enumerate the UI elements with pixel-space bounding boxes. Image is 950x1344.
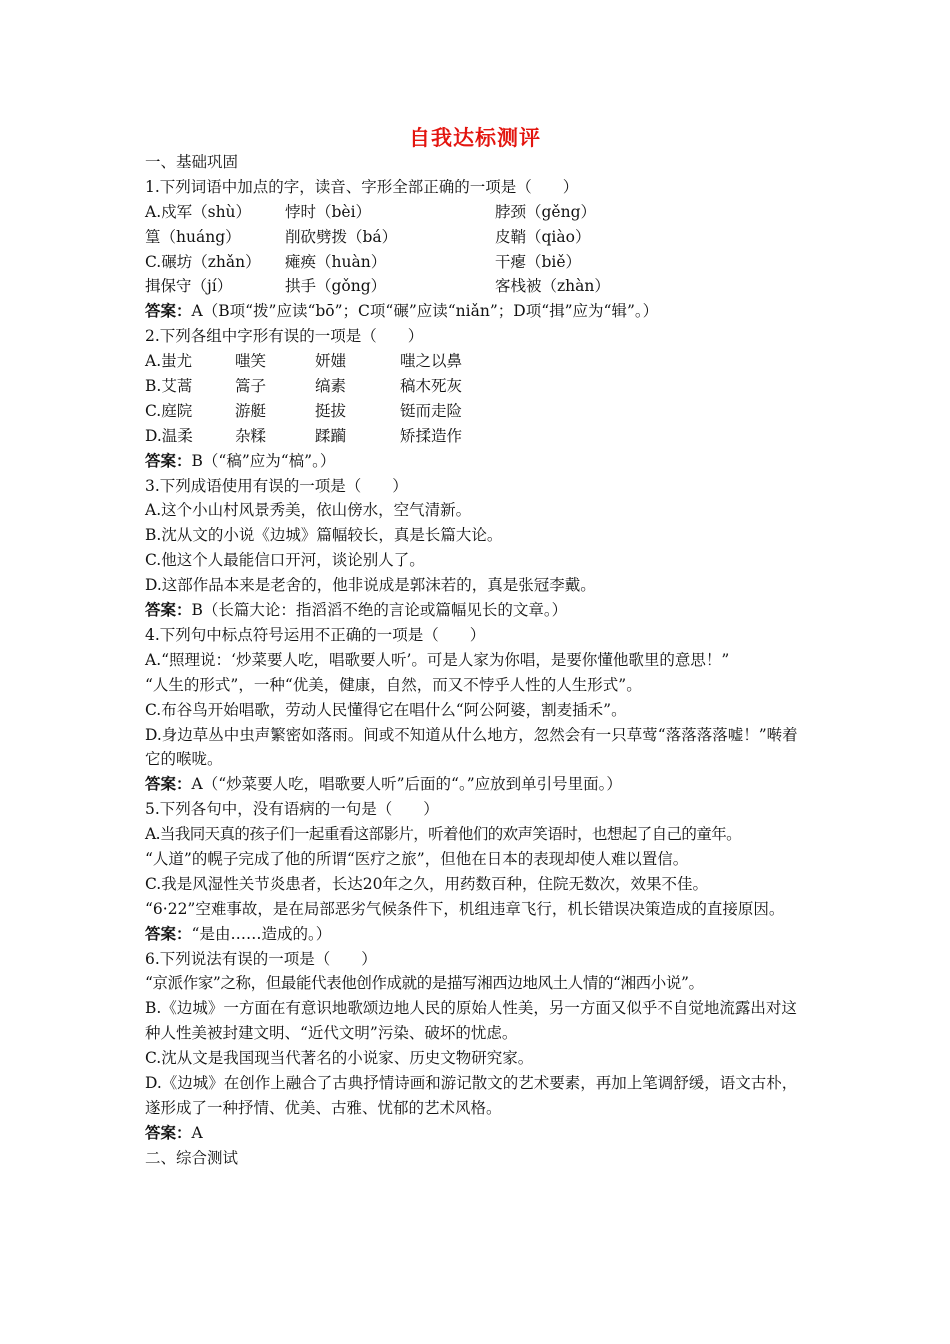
option-item: 拱手（gǒng）: [285, 277, 387, 296]
question-4-answer: [145, 772, 810, 797]
option-word: 蹂躏: [315, 426, 347, 445]
option-item: 揖保守（jí）: [145, 277, 233, 296]
option-word: 妍媸: [315, 352, 347, 371]
option-word: 嗤之以鼻: [400, 352, 463, 371]
option-word: 游艇: [235, 401, 267, 420]
question-4-option-d: D.身边草丛中虫声繁密如落雨。间或不知道从什么地方，忽然会有一只草莺“落落落落嘘！”啭着它的喉咙。: [145, 725, 798, 769]
answer-label: 答案：: [145, 302, 192, 321]
question-2-option-row: [145, 399, 810, 424]
answer-text: A: [191, 1123, 203, 1142]
option-word: 杂糅: [235, 426, 267, 445]
question-1-option-row: [145, 225, 810, 250]
question-6-stem: 6.下列说法有误的一项是（ ）: [145, 949, 377, 968]
question-2-option-row: [145, 349, 810, 374]
option-item: 悖时（bèi）: [285, 202, 372, 221]
option-item: 篁（huáng）: [145, 227, 241, 246]
question-5-option-a: A.当我同天真的孩子们一起重看这部影片，听着他们的欢声笑语时，也想起了自己的童年。: [145, 825, 742, 844]
question-4-option-a: A.“照理说：‘炒菜要人吃，唱歌要人听’。可是人家为你唱，是要你懂他歌里的意思！”: [145, 650, 730, 669]
question-3-answer: [145, 598, 810, 623]
option-item: 削砍劈拨（bá）: [285, 227, 398, 246]
question-1-option-row: [145, 250, 810, 275]
section-heading: 一、基础巩固: [145, 153, 239, 171]
option-item: 客栈被（zhàn）: [495, 277, 610, 296]
question-1-option-row: [145, 200, 810, 225]
option-item: 脖颈（gěng）: [495, 202, 597, 221]
question-2-option-row: [145, 424, 810, 449]
question-6-option-d: D.《边城》在创作上融合了古典抒情诗画和游记散文的艺术要素，再加上笔调舒缓，语文古朴，遂形成了一种抒情、优美、古雅、忧郁的艺术风格。: [145, 1074, 798, 1117]
option-word: 缟素: [315, 377, 347, 396]
question-6-option-a: “京派作家”之称，但最能代表他创作成就的是描写湘西边地风土人情的“湘西小说”。: [145, 974, 704, 993]
question-5-option-b: “人道”的幌子完成了他的所谓“医疗之旅”，但他在日本的表现却使人难以置信。: [145, 849, 689, 868]
question-5-answer: [145, 922, 810, 947]
question-3-option-a: A.这个小山村风景秀美，依山傍水，空气清新。: [145, 501, 472, 520]
section-heading: 二、综合测试: [145, 1148, 239, 1167]
question-6-answer: [145, 1121, 810, 1146]
option-word: C.庭院: [145, 401, 193, 420]
question-2-stem: 2.下列各组中字形有误的一项是（ ）: [145, 327, 424, 346]
option-word: 矫揉造作: [400, 426, 463, 445]
question-1-answer: [145, 299, 810, 324]
option-item: C.碾坊（zhǎn）: [145, 252, 261, 271]
question-4-option-c: C.布谷鸟开始唱歌，劳动人民懂得它在唱什么“阿公阿婆，割麦插禾”。: [145, 700, 627, 719]
question-5-stem: 5.下列各句中，没有语病的一句是（ ）: [145, 800, 439, 819]
option-word: 挺拔: [315, 401, 347, 420]
question-6-option-c: C.沈从文是我国现当代著名的小说家、历史文物研究家。: [145, 1049, 534, 1068]
answer-label: 答案：: [145, 451, 192, 470]
answer-label: 答案：: [145, 601, 192, 620]
option-word: 稿木死灰: [400, 377, 463, 396]
option-word: 铤而走险: [400, 401, 463, 420]
option-word: D.温柔: [145, 426, 193, 445]
answer-label: 答案：: [145, 775, 192, 794]
page-title: 自我达标测评: [409, 126, 541, 150]
question-2-option-row: [145, 374, 810, 399]
question-4-option-b: “人生的形式”，一种“优美，健康，自然，而又不悖乎人性的人生形式”。: [145, 675, 642, 694]
answer-label: 答案：: [145, 924, 192, 943]
answer-text: A（“炒菜要人吃，唱歌要人听”后面的“。”应放到单引号里面。）: [191, 775, 622, 794]
option-word: 嗤笑: [235, 352, 267, 371]
question-3-stem: 3.下列成语使用有误的一项是（ ）: [145, 476, 408, 495]
question-3-option-b: B.沈从文的小说《边城》篇幅较长，真是长篇大论。: [145, 526, 503, 545]
option-word: 篙子: [235, 377, 267, 396]
question-6-option-b: B.《边城》一方面在有意识地歌颂边地人民的原始人性美，另一方面又似乎不自觉地流露出对这种人性美被封建文明、“近代文明”污染、破坏的忧虑。: [145, 999, 797, 1043]
question-4-stem: 4.下列句中标点符号运用不正确的一项是（ ）: [145, 625, 486, 644]
option-word: A.蚩尤: [145, 352, 193, 371]
document-body: [145, 150, 810, 1171]
question-2-answer: [145, 449, 810, 474]
option-item: A.戍军（shù）: [145, 202, 252, 221]
answer-label: 答案：: [145, 1123, 192, 1142]
option-item: 瘫痪（huàn）: [285, 252, 387, 271]
question-5-option-c: C.我是风湿性关节炎患者，长达20年之久，用药数百种，住院无数次，效果不佳。: [145, 874, 708, 893]
answer-text: B（长篇大论：指滔滔不绝的言论或篇幅见长的文章。）: [191, 601, 568, 620]
option-word: B.艾蒿: [145, 377, 193, 396]
answer-text: B（“稿”应为“槁”。）: [191, 451, 336, 470]
option-item: 干瘪（biě）: [495, 252, 582, 271]
option-item: 皮鞘（qiào）: [495, 227, 591, 246]
question-3-option-c: C.他这个人最能信口开河，谈论别人了。: [145, 551, 425, 570]
question-1-option-row: [145, 274, 810, 299]
answer-text: “是由……造成的。）: [191, 924, 332, 943]
question-3-option-d: D.这部作品本来是老舍的，他非说成是郭沫若的，真是张冠李戴。: [145, 576, 596, 595]
answer-text: A（B项“拨”应读“bō”；C项“碾”应读“niǎn”；D项“揖”应为“辑”。）: [191, 302, 659, 321]
question-5-option-d: “6·22”空难事故，是在局部恶劣气候条件下，机组违章飞行，机长错误决策造成的直接原因。: [145, 899, 785, 918]
question-1-stem: 1.下列词语中加点的字，读音、字形全部正确的一项是（ ）: [145, 177, 579, 196]
